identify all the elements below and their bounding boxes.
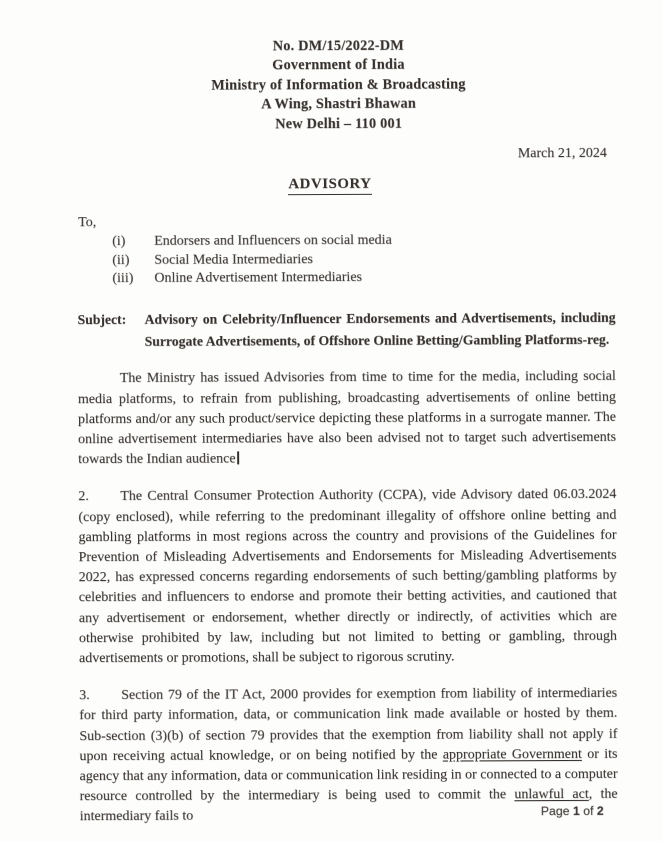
recipient-row <box>112 249 615 270</box>
recipient-numeral: (i) <box>112 233 126 249</box>
advisory-title: ADVISORY <box>288 176 371 195</box>
paragraph-3-text: Section 79 of the IT Act, 2000 provides for exemption from liability of intermediaries for third party information, data, or communication link made available or hosted by them. Sub-section (3)(b) of section 79 provides that the exemption from liability shall not apply if upon receiving actual knowledge, or on being notified by the appropriate Government or its agency that any information, data or communication link residing in or connected to a computer resource controlled by the intermediary is being used to commit the unlawful act, the intermediary fails to <box>79 686 618 825</box>
title-row <box>0 174 661 197</box>
recipient-list <box>112 231 615 289</box>
recipient-label: Social Media Intermediaries <box>154 251 313 268</box>
subject-text: Advisory on Celebrity/Influencer Endorsements and Advertisements, including Surrogate Advertisements, of Offshore Online Betting/Gambling Platforms-reg. <box>144 309 616 349</box>
paragraph-2 <box>78 485 617 669</box>
letterhead <box>7 36 662 136</box>
recipient-label: Online Advertisement Intermediaries <box>154 270 363 286</box>
paragraph-2-number: 2. <box>78 489 89 505</box>
city-postcode: New Delhi – 110 001 <box>275 115 403 132</box>
subject-label: Subject: <box>77 311 127 327</box>
org-name: Government of India <box>272 57 405 74</box>
paragraph-2-text: The Central Consumer Protection Authority (CCPA), vide Advisory dated 06.03.2024 (copy enclosed), while referring to the predominant illegality of offshore online betting and gambling platforms in most regions across the country and provisions of the Guidelines for Prevention of Misleading Advertisements and Endorsements for Misleading Advertisements 2022, has expressed concerns regarding endorsements of such betting/gambling platforms by celebrities and influencers to endorse and promote their betting activities, and cautioned that any advertisement or endorsement, whether directly or indirectly, of activities which are otherwise prohibited by law, including but not limited to betting or gambling, through advertisements or promotions, shall be subject to rigorous scrutiny. <box>78 487 617 667</box>
letter-date: March 21, 2024 <box>517 145 607 162</box>
recipient-numeral: (ii) <box>112 252 130 268</box>
subject-block <box>78 307 616 353</box>
recipient-row <box>112 268 615 289</box>
paragraph-3 <box>79 684 618 828</box>
reference-number: No. DM/15/2022-DM <box>272 37 405 55</box>
recipient-numeral: (iii) <box>112 271 134 287</box>
recipient-row <box>112 231 615 252</box>
salutation: To, <box>78 215 97 231</box>
building-address: A Wing, Shastri Bhawan <box>261 95 417 113</box>
ministry-name: Ministry of Information & Broadcasting <box>211 76 466 94</box>
page-number: Page 1 of 2 <box>540 803 604 819</box>
recipient-label: Endorsers and Influencers on social media <box>154 232 392 249</box>
paragraph-3-number: 3. <box>79 688 90 704</box>
paragraph-1: The Ministry has issued Advisories from time to time for the media, including social media platforms, to refrain from publishing, broadcasting advertisements of online betting platforms and/or any such product/service depicting these platforms in a surrogate manner. The online advertisement intermediaries have also been advised not to target such advertisements towards the Indian audience <box>77 369 617 468</box>
